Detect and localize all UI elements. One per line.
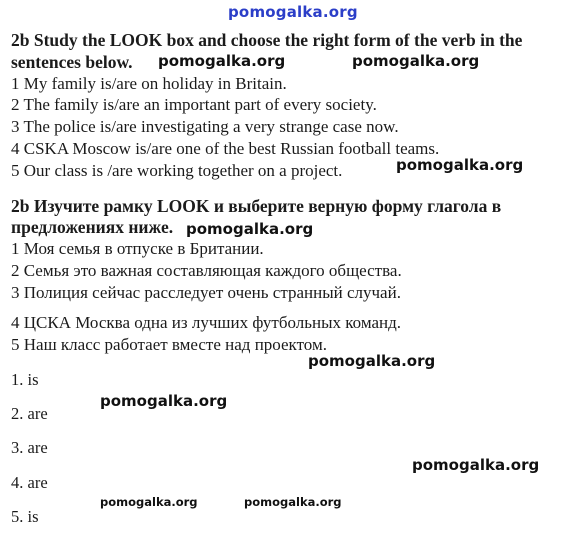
watermark-9: pomogalka.org xyxy=(244,495,342,509)
russian-heading-line1: 2b Изучите рамку LOOK и выберите верную форму глагола в xyxy=(11,196,502,216)
english-sentence-3: 3 The police is/are investigating a very strange case now. xyxy=(11,117,399,136)
russian-sentence-2: 2 Семья это важная составляющая каждого общества. xyxy=(11,261,402,280)
watermark-5: pomogalka.org xyxy=(308,352,436,370)
watermark-7: pomogalka.org xyxy=(412,456,540,474)
english-heading-line1: 2b Study the LOOK box and choose the right form of the verb in the xyxy=(11,30,523,50)
watermark-8: pomogalka.org xyxy=(100,495,198,509)
russian-heading-line2: предложениях ниже. xyxy=(11,217,174,237)
answer-1: 1. is xyxy=(11,370,39,389)
answer-3: 3. are xyxy=(11,438,48,457)
watermark-3: pomogalka.org xyxy=(396,156,524,174)
english-sentence-5: 5 Our class is /are working together on a project. xyxy=(11,161,343,180)
russian-sentence-3: 3 Полиция сейчас расследует очень странный случай. xyxy=(11,283,401,302)
answer-4: 4. are xyxy=(11,473,48,492)
english-sentence-1: 1 My family is/are on holiday in Britain. xyxy=(11,74,287,93)
watermark-1: pomogalka.org xyxy=(158,52,286,70)
russian-sentence-5: 5 Наш класс работает вместе над проектом. xyxy=(11,335,327,354)
english-sentence-2: 2 The family is/are an important part of every society. xyxy=(11,95,377,114)
english-sentence-4: 4 CSKA Moscow is/are one of the best Russian football teams. xyxy=(11,139,440,158)
answer-5: 5. is xyxy=(11,507,39,526)
watermark-top: pomogalka.org xyxy=(228,3,358,21)
answer-2: 2. are xyxy=(11,404,48,423)
russian-sentence-4: 4 ЦСКА Москва одна из лучших футбольных команд. xyxy=(11,313,402,332)
english-heading-line2: sentences below. xyxy=(11,52,133,72)
watermark-6: pomogalka.org xyxy=(100,392,228,410)
russian-sentence-1: 1 Моя семья в отпуске в Британии. xyxy=(11,239,264,258)
watermark-4: pomogalka.org xyxy=(186,220,314,238)
watermark-2: pomogalka.org xyxy=(352,52,480,70)
